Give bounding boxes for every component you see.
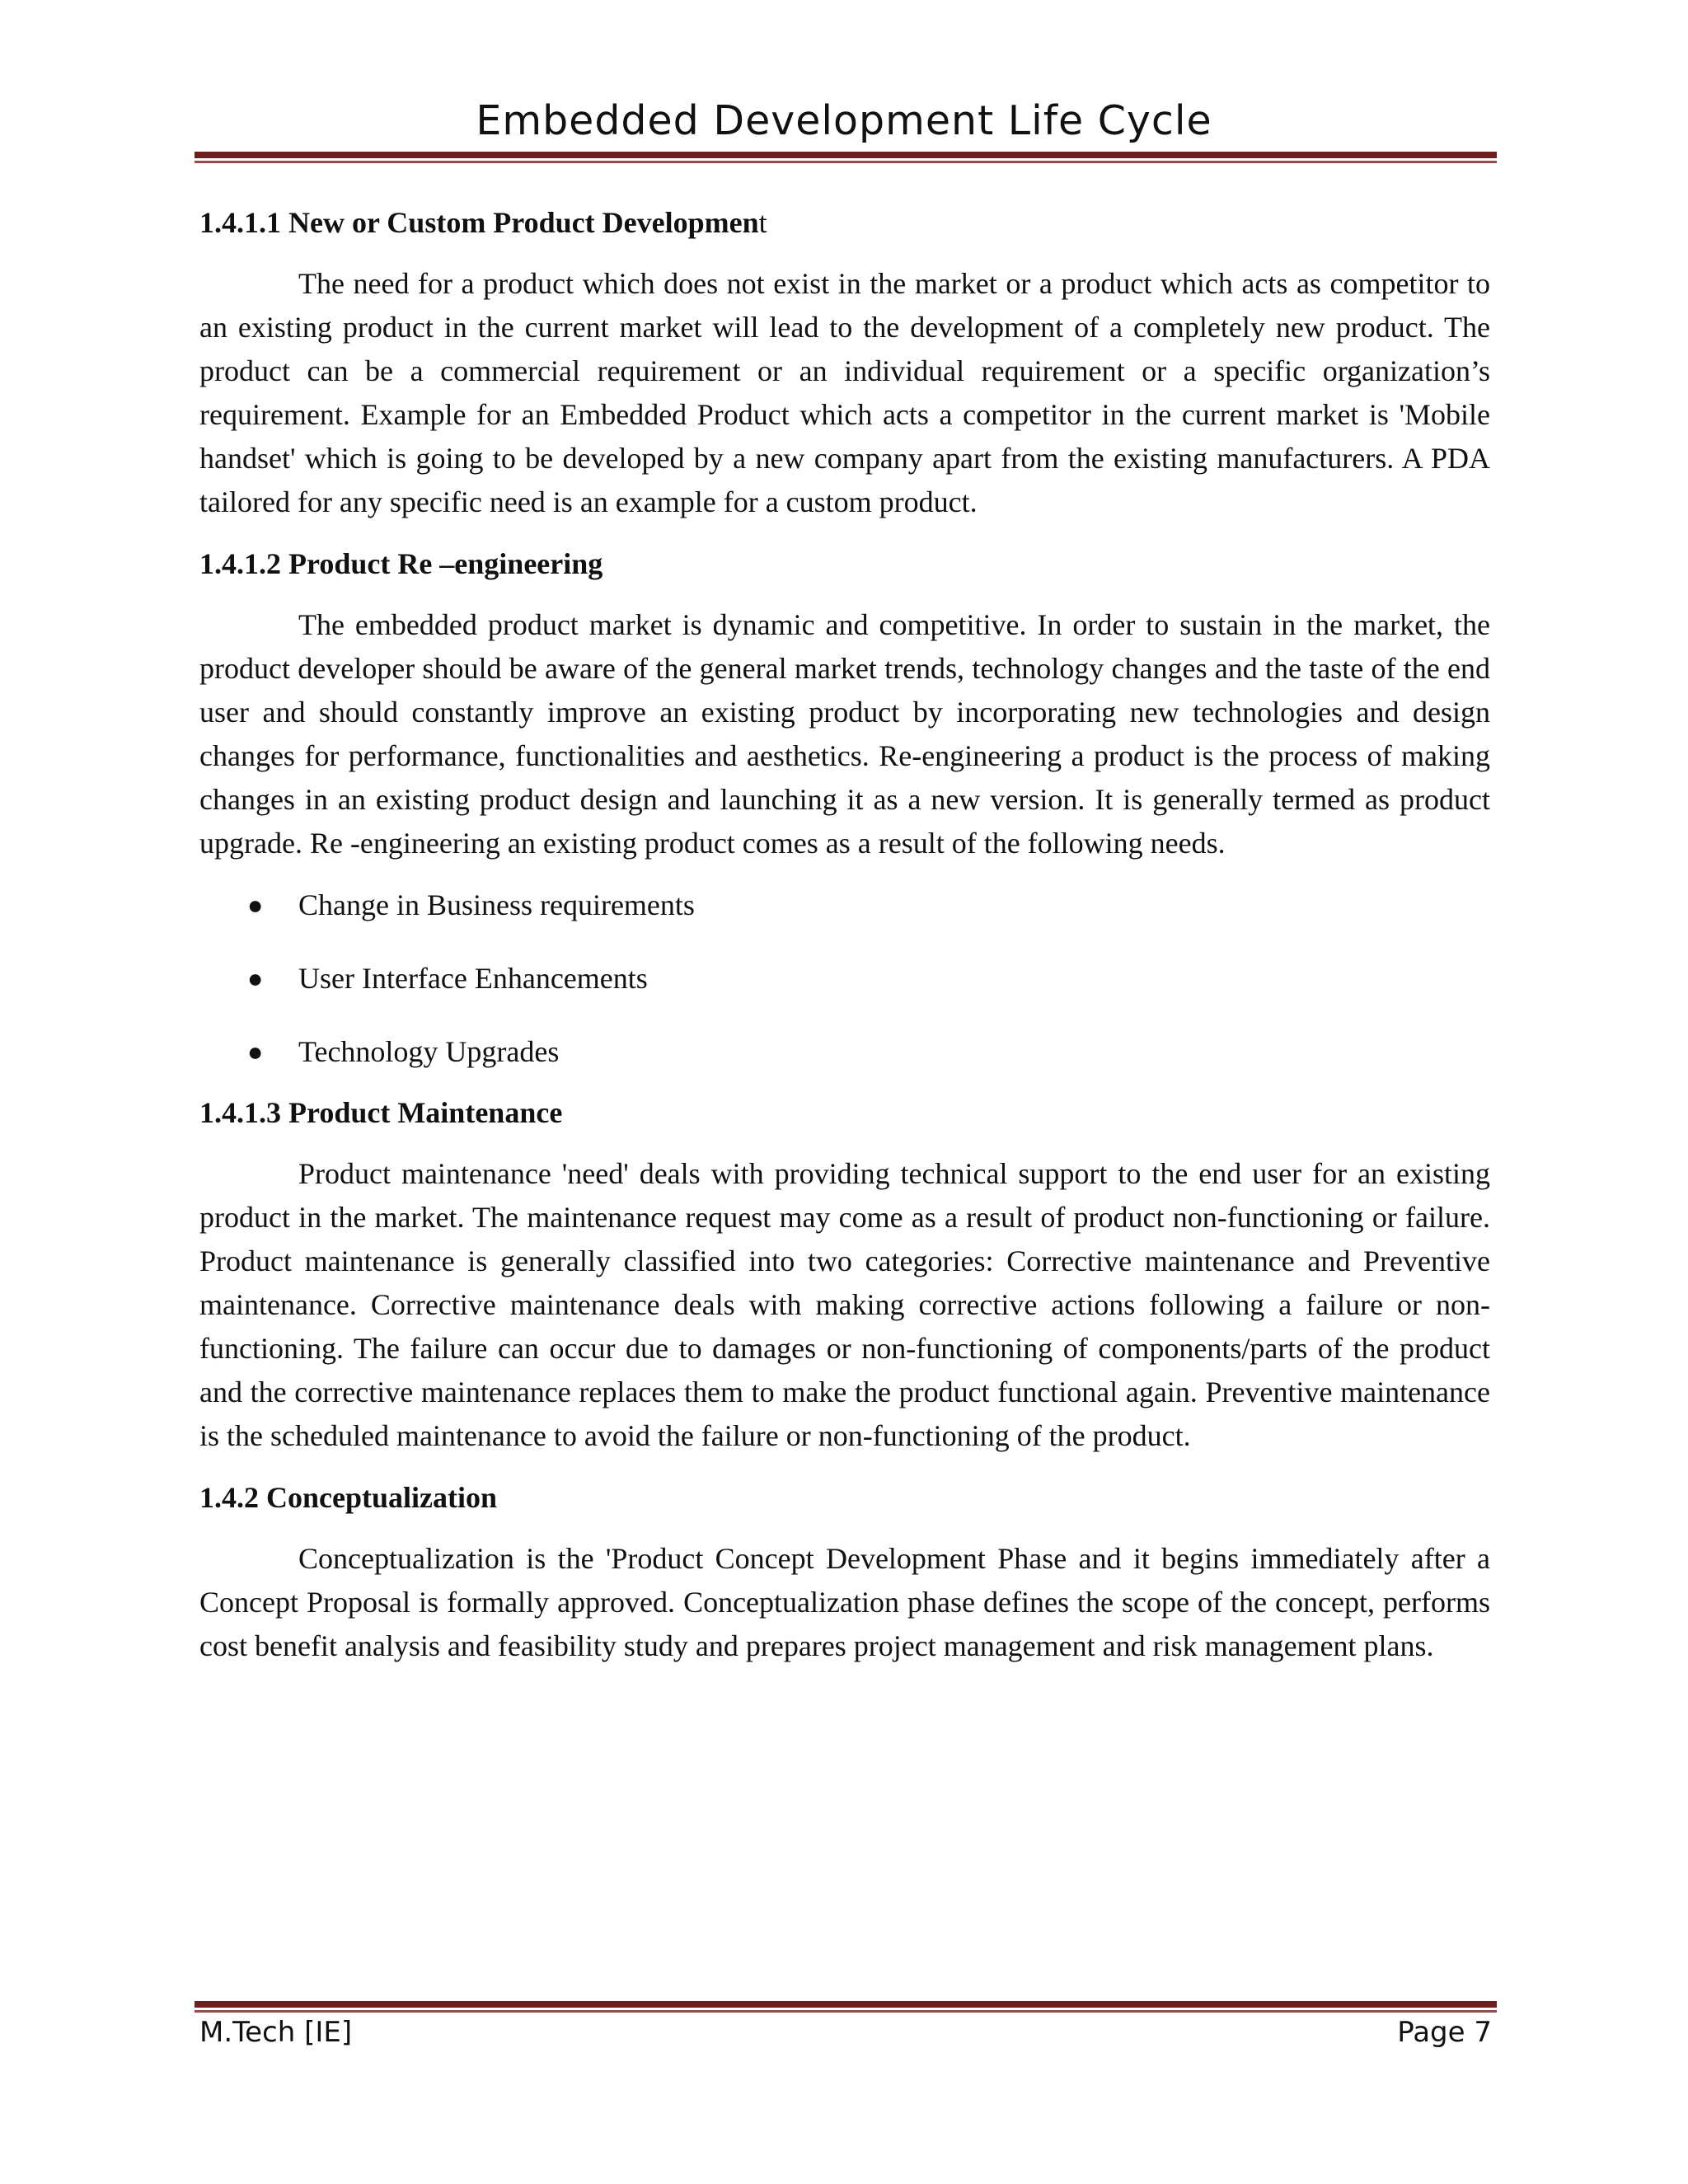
section-paragraph-maintenance: Product maintenance 'need' deals with providing technical support to the end user for an existing product in the market. The maintenance request may come as a result of product non-functioning or failure. Product maintenance is generally classified into two categories: Corrective maintenance and Preventive maintenance. Corrective maintenance deals with making corrective actions following a failure or non-functioning. The failure can occur due to damages or non-functioning of components/parts of the product and the corrective maintenance replaces them to make the product functional again. Preventive maintenance is the scheduled maintenance to avoid the failure or non-functioning of the product. xyxy=(199,1157,1490,1452)
bullet-icon: ● xyxy=(247,890,264,920)
section-paragraph-conceptualization: Conceptualization is the 'Product Concept Development Phase and it begins immediately after a Concept Proposal is formally approved. Conceptualization phase defines the scope of the concept, performs cost benefit analysis and feasibility study and prepares project management and risk management plans. xyxy=(199,1542,1490,1662)
bullet-icon: ● xyxy=(247,963,264,993)
page-header-title: Embedded Development Life Cycle xyxy=(476,97,1212,144)
section-heading-maintenance: 1.4.1.3 Product Maintenance xyxy=(199,1096,563,1129)
bullet-icon: ● xyxy=(247,1037,264,1066)
list-item: ● Technology Upgrades xyxy=(199,1030,1490,1073)
page-content xyxy=(199,201,1490,1668)
footer-course-label: M.Tech [IE] xyxy=(199,2016,353,2049)
list-item: ● User Interface Enhancements xyxy=(199,957,1490,1000)
footer-page-number: Page 7 xyxy=(1397,2016,1492,2049)
header-rule xyxy=(195,152,1497,163)
section-heading-re-engineering: 1.4.1.2 Product Re –engineering xyxy=(199,547,603,580)
section-paragraph-new-product: The need for a product which does not exist in the market or a product which acts as competitor to an existing product in the current market will lead to the development of a completely new product. The product can be a commercial requirement or an individual requirement or a specific organization’s requirement. Example for an Embedded Product which acts a competitor in the current market is 'Mobile handset' which is going to be developed by a new company apart from the existing manufacturers. A PDA tailored for any specific need is an example for a custom product. xyxy=(199,267,1490,518)
list-item: ● Change in Business requirements xyxy=(199,883,1490,926)
section-heading-conceptualization: 1.4.2 Conceptualization xyxy=(199,1481,498,1514)
re-engineering-needs-list xyxy=(199,883,1490,1073)
section-heading-new-product: 1.4.1.1 New or Custom Product Development xyxy=(199,206,767,239)
section-paragraph-re-engineering: The embedded product market is dynamic and competitive. In order to sustain in the market, the product developer should be aware of the general market trends, technology changes and the taste of the end user and should constantly improve an existing product by incorporating new technologies and design changes for performance, functionalities and aesthetics. Re-engineering a product is the process of making changes in an existing product design and launching it as a new version. It is generally termed as product upgrade. Re -engineering an existing product comes as a result of the following needs. xyxy=(199,608,1490,860)
footer-rule xyxy=(195,2001,1497,2013)
